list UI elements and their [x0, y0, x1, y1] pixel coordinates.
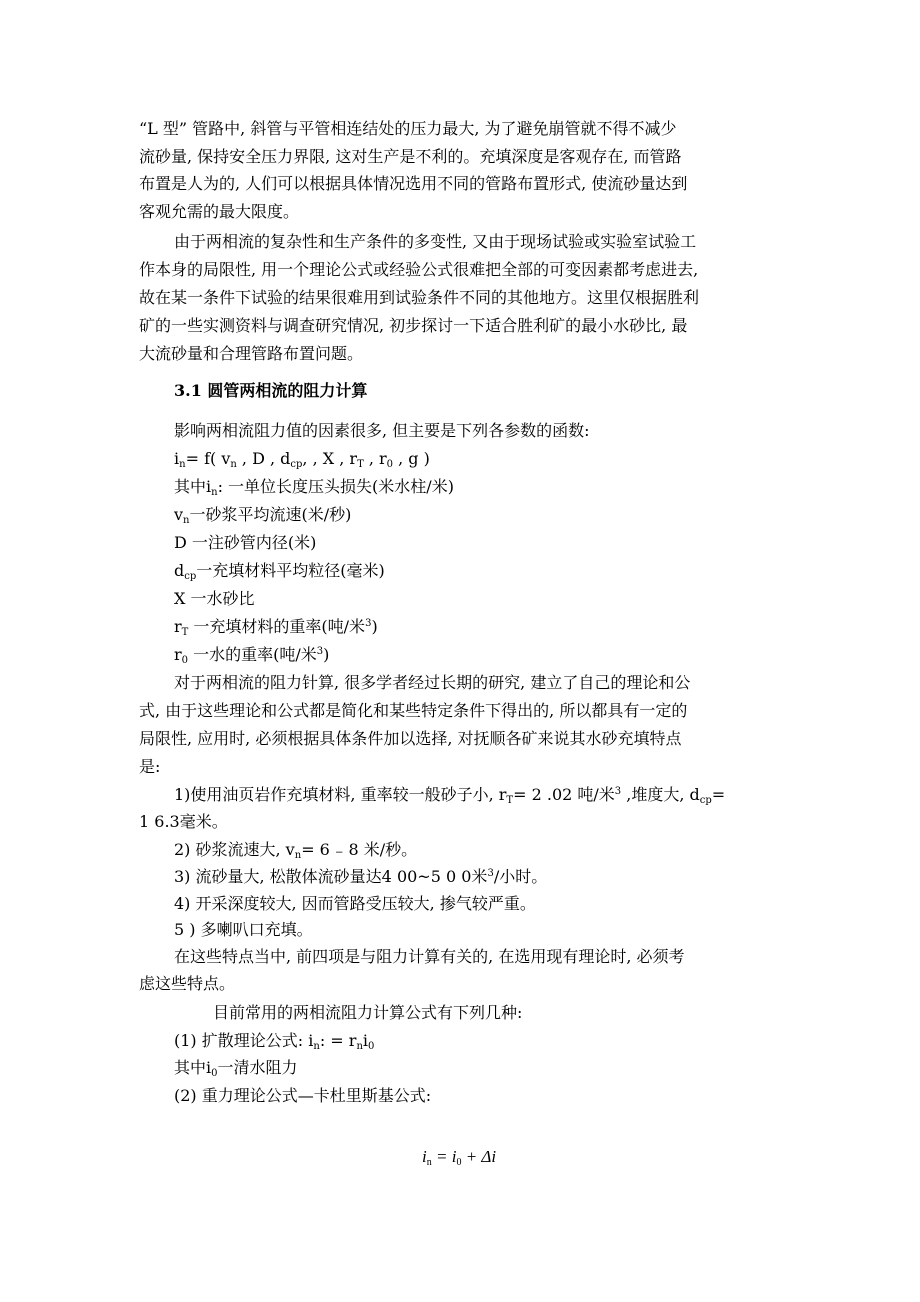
def-rt: $r_T$ 一充填材料的重率(吨/米$^3$) — [174, 617, 378, 638]
para2-line2: 作本身的局限性, 用一个理论公式或经验公式很难把全部的可变因素都考虑进去, — [139, 260, 699, 279]
item-5: 5 ) 多喇叭口充填。 — [174, 920, 313, 939]
item-1: 1)使用油页岩作充填材料, 重率较一般砂子小, $r_T= 2$ .02 吨/米$^3$ ,堆度大, $d_{cp}=$ — [174, 785, 726, 806]
def-vn: $v_n$一砂浆平均流速(米/秒) — [174, 505, 352, 526]
def-d: D 一注砂管内径(米) — [174, 533, 317, 552]
para3-line3: 局限性, 应用时, 必须根据具体条件加以选择, 对抚顺各矿来说其水砂充填特点 — [139, 729, 682, 748]
item-4: 4) 开采深度较大, 因而管路受压较大, 掺气较严重。 — [174, 894, 536, 913]
para3-line1: 对于两相流的阻力针算, 很多学者经过长期的研究, 建立了自己的理论和公 — [174, 673, 691, 692]
para1-line3: 布置是人为的, 人们可以根据具体情况选用不同的管路布置形式, 使流砂量达到 — [139, 174, 688, 193]
def-dcp: $d_{cp}$一充填材料平均粒径(毫米) — [174, 561, 385, 582]
para3-line4: 是: — [139, 757, 161, 776]
formula-2: (2) 重力理论公式—卡杜里斯基公式: — [174, 1086, 432, 1105]
equation-in: $i_n = i_0 + \Delta i$ — [422, 1147, 497, 1168]
para2-line1: 由于两相流的复杂性和生产条件的多变性, 又由于现场试验或实验室试验工 — [174, 232, 697, 251]
def-x: X 一水砂比 — [174, 589, 255, 608]
section-heading: 3.1 圆管两相流的阻力计算 — [174, 381, 368, 400]
formula-1: (1) 扩散理论公式: $i_n$: = $r_ni_0$ — [174, 1031, 375, 1052]
para2-line5: 大流砂量和合理管路布置问题。 — [139, 344, 364, 363]
para4-line2: 虑这些特点。 — [139, 974, 236, 993]
para2-line4: 矿的一些实测资料与调查研究情况, 初步探讨一下适合胜利矿的最小水砂比, 最 — [139, 316, 688, 335]
intro-line: 影响两相流阻力值的因素很多, 但主要是下列各参数的函数: — [174, 421, 590, 440]
para1-line1: “L 型” 管路中, 斜管与平管相连结处的压力最大, 为了避免崩管就不得不减少 — [139, 119, 677, 138]
para1-line2: 流砂量, 保持安全压力界限, 这对生产是不利的。充填深度是客观存在, 而管路 — [139, 147, 682, 166]
def-r0: $r_0$ 一水的重率(吨/米$^3$) — [174, 645, 330, 666]
formula-1-note: 其中$i_0$一清水阻力 — [174, 1058, 298, 1079]
para3-line2: 式, 由于这些理论和公式都是简化和某些特定条件下得出的, 所以都具有一定的 — [139, 701, 688, 720]
para5-line: 目前常用的两相流阻力计算公式有下列几种: — [213, 1003, 523, 1022]
def-in: 其中$i_n$: 一单位长度压头损失(米水柱/米) — [174, 477, 454, 498]
para1-line4: 客观允需的最大限度。 — [139, 202, 300, 221]
function-line: $i_n= f$( $v_n$ , D , $d_{cp}$, , X , $r_T$ , $r_0$ , g ) — [174, 449, 430, 470]
item-3: 3) 流砂量大, 松散体流砂量达4 00~5 0 0米$^3$/小时。 — [174, 867, 548, 886]
item-1-cont: 1 6.3毫米。 — [139, 812, 228, 831]
para2-line3: 故在某一条件下试验的结果很难用到试验条件不同的其他地方。这里仅根据胜利 — [139, 288, 700, 307]
para4-line1: 在这些特点当中, 前四项是与阻力计算有关的, 在选用现有理论时, 必须考 — [174, 947, 685, 966]
item-2: 2) 砂浆流速大, $v_n= 6$ ₋ 8 米/秒。 — [174, 840, 418, 861]
